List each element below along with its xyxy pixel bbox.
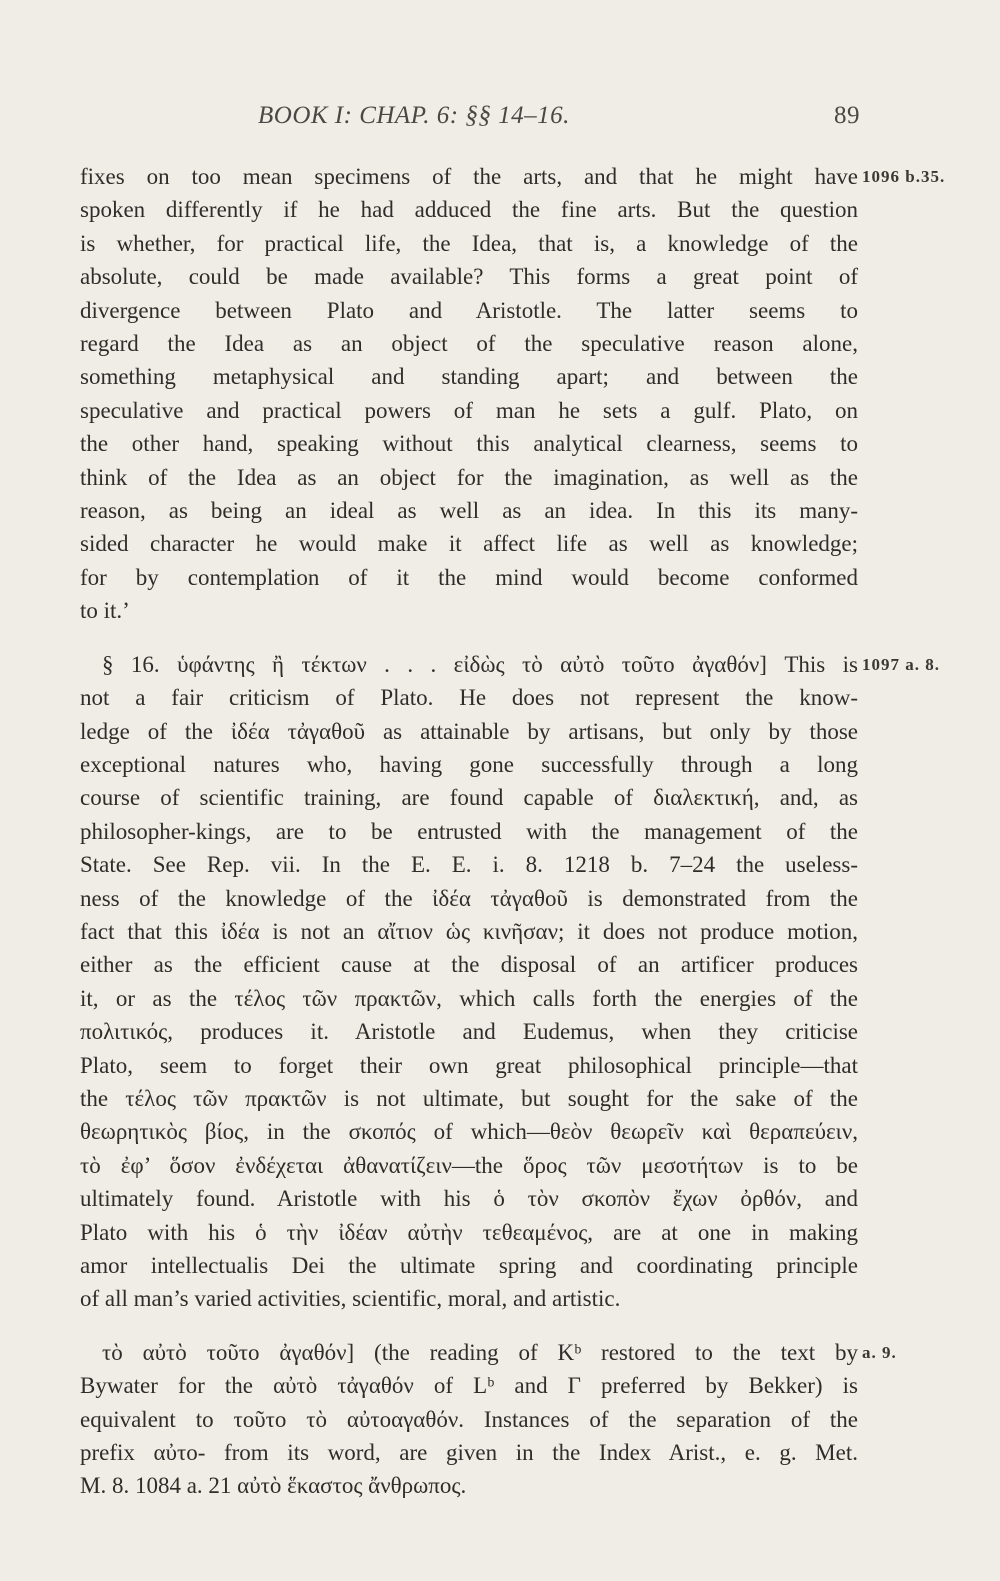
running-title: BOOK I: CHAP. 6: §§ 14–16.: [258, 102, 570, 129]
text-line: either as the efficient cause at the disposal of an artificer produces: [80, 952, 858, 978]
text-line: Plato with his ὁ τὴν ἰδέαν αὐτὴν τεθεαμένος, are at one in making: [80, 1219, 858, 1245]
text-line: speculative and practical powers of man he sets a gulf. Plato, on: [80, 397, 858, 423]
text-line: Plato, seem to forget their own great philosophical principle—that: [80, 1052, 858, 1078]
paragraph-2: [80, 648, 940, 1316]
text-line: absolute, could be made available? This forms a great point of: [80, 264, 858, 290]
text-line: M. 8. 1084 a. 21 αὐτὸ ἕκαστος ἄνθρωπος.: [80, 1473, 467, 1499]
text-line: θεωρητικὸς βίος, in the σκοπός of which—θεὸν θεωρεῖν καὶ θεραπεύειν,: [80, 1119, 858, 1145]
text-line: spoken differently if he had adduced the fine arts. But the question: [80, 197, 858, 223]
text-line: ledge of the ἰδέα τἀγαθοῦ as attainable by artisans, but only by those: [80, 718, 858, 744]
margin-reference-2: 1097 a. 8.: [862, 654, 940, 674]
text-line: fixes on too mean specimens of the arts, and that he might have: [80, 164, 858, 189]
text-line: think of the Idea as an object for the imagination, as well as the: [80, 464, 858, 490]
text-line: § 16. ὑφάντης ἢ τέκτων . . . εἰδὼς τὸ αὐτὸ τοῦτο ἀγαθόν] This is: [102, 651, 858, 677]
text-line: to it.’: [80, 598, 130, 624]
text-line: philosopher-kings, are to be entrusted with the management of the: [80, 818, 858, 844]
text-line: divergence between Plato and Aristotle. The latter seems to: [80, 297, 858, 323]
page-number: 89: [834, 102, 860, 129]
page-body: [80, 160, 946, 1503]
text-line: ultimately found. Aristotle with his ὁ τὸν σκοπὸν ἔχων ὀρθόν, and: [80, 1186, 858, 1212]
text-line: State. See Rep. vii. In the E. E. i. 8. 1218 b. 7–24 the useless-: [80, 852, 858, 878]
text-line: regard the Idea as an object of the speculative reason alone,: [80, 331, 858, 357]
text-line: τὸ ἐφ’ ὅσον ἐνδέχεται ἀθανατίζειν—the ὅρος τῶν μεσοτήτων is to be: [80, 1152, 858, 1178]
text-line: sided character he would make it affect life as well as knowledge;: [80, 531, 858, 557]
text-line: something metaphysical and standing apart; and between the: [80, 364, 858, 390]
text-line: course of scientific training, are found capable of διαλεκτική, and, as: [80, 785, 858, 811]
paragraph-1: [80, 160, 946, 628]
text-line: not a fair criticism of Plato. He does not represent the know-: [80, 685, 858, 711]
text-line: the other hand, speaking without this analytical clearness, seems to: [80, 431, 858, 457]
text-line: ness of the knowledge of the ἰδέα τἀγαθοῦ is demonstrated from the: [80, 885, 858, 911]
text-line: πολιτικός, produces it. Aristotle and Eudemus, when they criticise: [80, 1019, 858, 1045]
text-line: is whether, for practical life, the Idea, that is, a knowledge of the: [80, 230, 858, 256]
margin-reference-3: a. 9.: [862, 1342, 897, 1362]
text-line: of all man’s varied activities, scientific, moral, and artistic.: [80, 1286, 621, 1312]
text-line: amor intellectualis Dei the ultimate spring and coordinating principle: [80, 1253, 858, 1278]
paragraph-3: [80, 1336, 897, 1503]
text-line: fact that this ἰδέα is not an αἴτιον ὡς κινῆσαν; it does not produce motion,: [80, 918, 858, 944]
text-line: exceptional natures who, having gone successfully through a long: [80, 751, 858, 777]
text-line: reason, as being an ideal as well as an idea. In this its many-: [80, 498, 858, 524]
text-line: it, or as the τέλος τῶν πρακτῶν, which calls forth the energies of the: [80, 985, 858, 1011]
text-line: prefix αὐτο- from its word, are given in the Index Arist., e. g. Met.: [80, 1440, 858, 1466]
text-line: equivalent to τοῦτο τὸ αὐτοαγαθόν. Instances of the separation of the: [80, 1406, 858, 1432]
margin-reference-1: 1096 b.35.: [862, 167, 946, 186]
text-line: τὸ αὐτὸ τοῦτο ἀγαθόν] (the reading of Kᵇ restored to the text by: [102, 1339, 858, 1365]
text-line: Bywater for the αὐτὸ τἀγαθόν of Lᵇ and Γ preferred by Bekker) is: [80, 1373, 858, 1399]
text-line: for by contemplation of it the mind would become conformed: [80, 564, 858, 590]
text-line: the τέλος τῶν πρακτῶν is not ultimate, but sought for the sake of the: [80, 1085, 858, 1111]
